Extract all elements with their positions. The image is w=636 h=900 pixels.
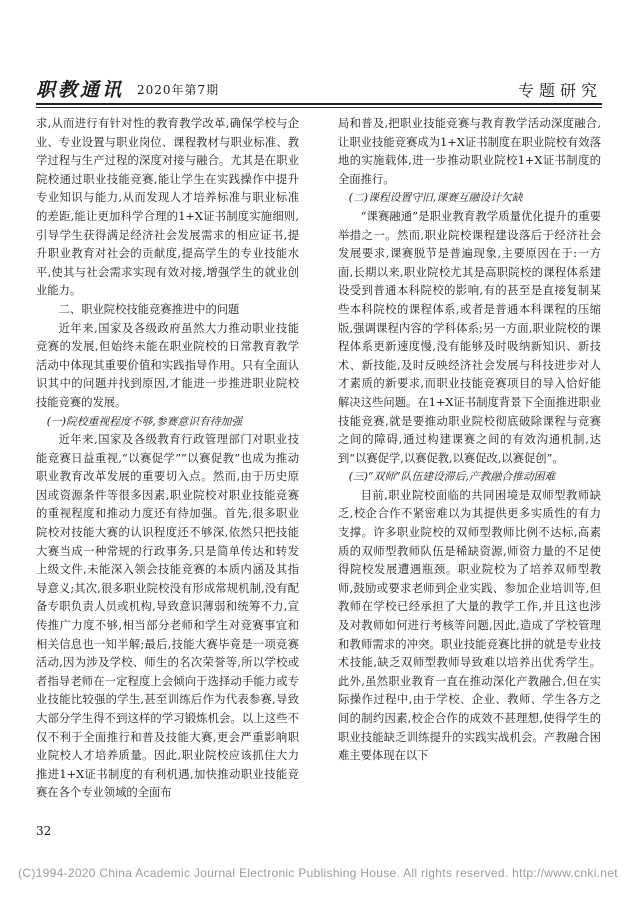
right-column [338, 115, 601, 766]
issue-label: 2020年第7期 [137, 83, 220, 97]
subsection-heading: (二)课程设置守旧,课赛互融设计欠缺 [348, 191, 523, 205]
paragraph: 局和普及,把职业技能竞赛与教育教学活动深度融合,让职业技能竞赛成为1+X证书制度在职业院校有效落地的实施载体,进一步推动职业院校1+X证书制度的全面推行。 [338, 117, 601, 186]
left-column [36, 115, 299, 803]
paragraph: 求,从而进行有针对性的教育教学改革,确保学校与企业、专业设置与职业岗位、课程教材与职业标准、教学过程与生产过程的深度对接与融合。尤其是在职业院校通过职业技能竞赛,能让学生在实践操作中提升专业知识与能力,从而发现人才培养标准与职业标准的差距,能让更加科学合理的1+X证书制度实施细则,引导学生获得满足经济社会发展需求的相应证书,提升职业教育对社会的贡献度,提高学生的专业技能水平,使其与社会需求实现有效对接,增强学生的就业创业能力。 [36, 117, 299, 298]
section-title: 专题研究 [517, 81, 602, 100]
paragraph: “课赛融通”是职业教育教学质量优化提升的重要举措之一。然而,职业院校课程建设落后于经济社会发展要求,课赛脱节是普遍现象,主要原因在于:一方面,长期以来,职业院校尤其是高职院校的课程体系建设受到普通本科院校的影响,有的甚至是直接复制某些本科院校的课程体系,或者是普通本科课程的压缩版,强调课程内容的学科体系;另一方面,职业院校的课程体系更新速度慢,没有能够及时吸纳新知识、新技术、新技能,及时反映经济社会发展与科技进步对人才素质的新要求,而职业技能竞赛项目的导入恰好能解决这些问题。在1+X证书制度背景下全面推进职业技能竞赛,就是要推动职业院校彻底破除课程与竞赛之间的障碍,通过构建课赛之间的有效沟通机制,达到“以赛促学,以赛促教,以赛促改,以赛促创”。 [338, 209, 601, 465]
section-heading: 二、职业院校技能竞赛推进中的问题 [58, 302, 240, 316]
journal-name: 职教通讯 [36, 79, 125, 101]
paragraph: 近年来,国家及各级政府虽然大力推动职业技能竞赛的发展,但始终未能在职业院校的日常教育教学活动中体现其重要价值和实践指导作用。只有全面认识其中的问题并找到原因,才能进一步推进职业院校技能竞赛的发展。 [36, 321, 299, 409]
page-header [36, 73, 602, 103]
page-number: 32 [36, 824, 52, 838]
header-rule-thin [36, 107, 602, 108]
paragraph: 目前,职业院校面临的共同困境是双师型教师缺乏,校企合作不紧密难以为其提供更多实质性的有力支撑。许多职业院校的双师型教师比例不达标,高素质的双师型教师队伍是稀缺资源,师资力量的不足使得院校发展遭遇瓶颈。职业院校为了培养双师型教师,鼓励或要求老师到企业实践、参加企业培训等,但教师在学校已经承担了大量的教学工作,并且这也涉及对教师如何进行考核等问题,因此,造成了学校管理和教师需求的冲突。职业技能竞赛比拼的就是专业技术技能,缺乏双师型教师导致难以培养出优秀学生。此外,虽然职业教育一直在推动深化产教融合,但在实际操作过程中,由于学校、企业、教师、学生各方之间的制约因素,校企合作的成效不甚理想,使得学生的职业技能缺乏训练提升的实践实战机会。产教融合困难主要体现在以下 [338, 488, 601, 763]
header-rule-thick [36, 103, 602, 105]
copyright-footer: (C)1994-2020 China Academic Journal Electronic Publishing House. All rights reserved. http://www.cnki.net [18, 866, 618, 880]
paragraph: 近年来,国家及各级教育行政管理部门对职业技能竞赛日益重视,“以赛促学”“以赛促教”也成为推动职业教育改革发展的重要切入点。然而,由于历史原因或资源条件等很多因素,职业院校对职业技能竞赛的重视程度和推动力度还有待加强。首先,很多职业院校对技能大赛的认识程度还不够深,依然只把技能大赛当成一种常规的行政事务,只是简单传达和转发上级文件,未能深入领会技能竞赛的本质内涵及其指导意义;其次,很多职业院校没有形成常规机制,没有配备专职负责人员或机构,导致意识薄弱和统筹不力,宣传推广力度不够,相当部分老师和学生对竞赛事宜和相关信息也一知半解;最后,技能大赛毕竟是一项竞赛活动,因为涉及学校、师生的名次荣誉等,所以学校或者指导老师在一定程度上会倾向于选择动手能力或专业技能比较强的学生,甚至训练后作为代表参赛,导致大部分学生得不到这样的学习锻炼机会。以上这些不仅不利于全面推行和普及技能大赛,更会严重影响职业院校人才培养质量。因此,职业院校应该抓住大力推进1+X证书制度的有利机遇,加快推动职业技能竞赛在各个专业领域的全面布 [36, 433, 299, 800]
subsection-heading: (三)“双师”队伍建设滞后,产教融合推动困难 [348, 470, 556, 484]
subsection-heading: (一)院校重视程度不够,参赛意识有待加强 [46, 414, 243, 428]
